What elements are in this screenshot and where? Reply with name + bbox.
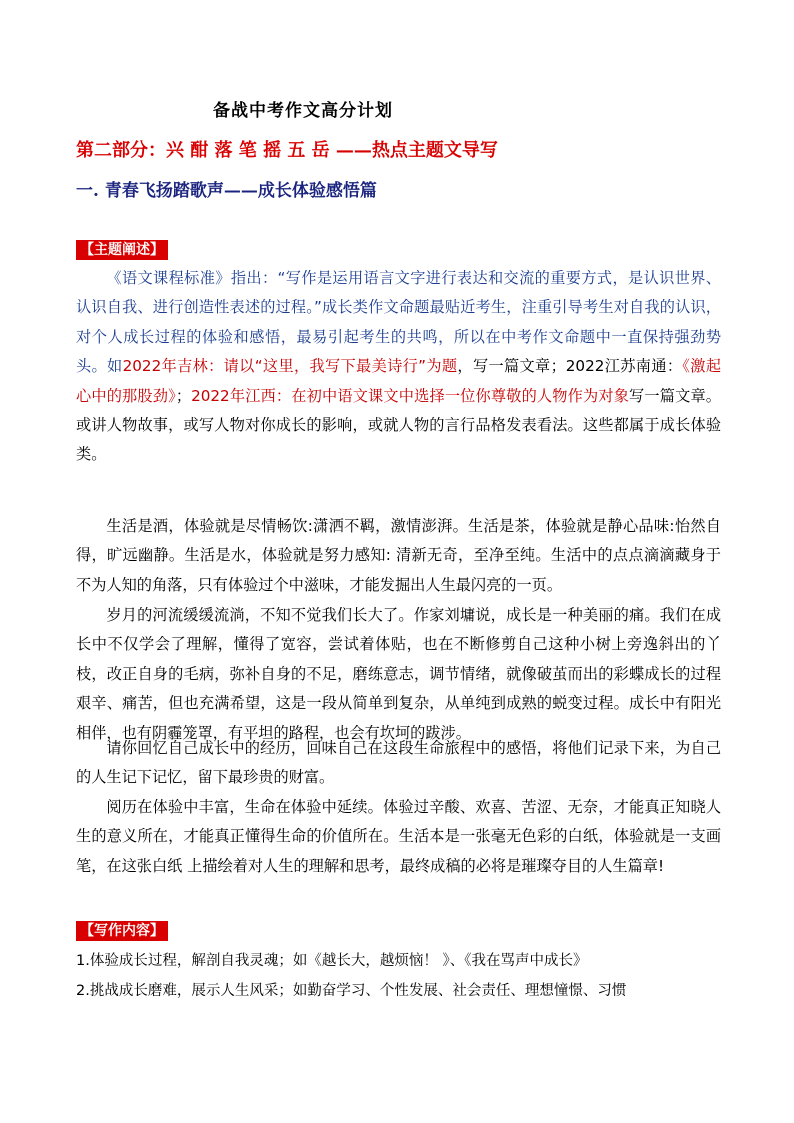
- para4-text: 请你回忆自己成长中的经历，回味自己在这段生命旅程中的感悟，将他们记录下来，为自己的人生记下记忆，留下最珍贵的财富。: [76, 739, 721, 787]
- content-tag: 【写作内容】: [76, 921, 168, 941]
- para1-example-nantong: 《激起心中的那股劲》: [76, 357, 722, 405]
- para5-text: 阅历在体验中丰富，生命在体验中延续。体验过辛酸、欢喜、苦涩、无奈，才能真正知晓人生的意义所在，才能真正懂得生命的价值所在。生活本是一张毫无色彩的白纸，体验就是一支画笔，在这张白纸 上描绘着对人生的理解和思考，最终成稿的必将是璀璨夺目的人生篇章!: [76, 798, 721, 875]
- para1-quote: 《语文课程标准》指出：“写作是运用语言文字进行表达和交流的重要方式，是认识世界、认识自我、进行创造性表述的过程。”成长类作文命题最贴近考生，注重引导考生对自我的认识，对个人成长过程的体验和感悟，最易引起考生的共鸣，所以在中考作文命题中一直保持强劲势头。如: [76, 269, 721, 376]
- theme-tag: 【主题阐述】: [76, 240, 168, 260]
- writing-content-list: [76, 946, 726, 1006]
- paragraph-theme: [76, 264, 721, 470]
- para2-text: 生活是酒，体验就是尽情畅饮:潇洒不羁，激情澎湃。生活是茶，体验就是静心品味:怡然自得，旷远幽静。生活是水，体验就是努力感知: 清新无奇，至净至纯。生活中的点点滴滴藏身于不为人知的角落，只有体验过个中滋味，才能发掘出人生最闪亮的一页。: [76, 517, 721, 594]
- list-item: 2.挑战成长磨难，展示人生风采；如勤奋学习、个性发展、社会责任、理想憧憬、习惯: [76, 983, 627, 999]
- document-title: 备战中考作文高分计划: [213, 101, 393, 121]
- paragraph-life: [76, 512, 721, 600]
- section-title: 一. 青春飞扬踏歌声——成长体验感悟篇: [76, 181, 377, 201]
- para3-text: 岁月的河流缓缓流淌，不知不觉我们长大了。作家刘墉说，成长是一种美丽的痛。我们在成长中不仅学会了理解，懂得了宽容，尝试着体贴，也在不断修剪自己这种小树上旁逸斜出的丫枝，改正自身的毛病，弥补自身的不足，磨练意志，调节情绪，就像破茧而出的彩蝶成长的过程艰辛、痛苦，但也充满希望，这是一段从简单到复杂，从单纯到成熟的蜕变过程。成长中有阳光相伴，也有阴霾笼罩，有平坦的路程，也会有坎坷的跋涉。: [76, 606, 721, 742]
- paragraph-experience: [76, 793, 721, 881]
- part-subtitle: 第二部分：兴 酣 落 笔 摇 五 岳 ——热点主题文导写: [76, 140, 498, 161]
- paragraph-years: [76, 601, 721, 748]
- paragraph-recall: [76, 734, 721, 793]
- list-item: 1.体验成长过程，解剖自我灵魂；如《越长大，越烦恼！ 》、《我在骂声中成长》: [76, 953, 588, 969]
- para1-text: ，写一篇文章；2022江苏南通：: [457, 357, 683, 376]
- para1-example-jiangxi: 2022年江西：在初中语文课文中选择一位你尊敬的人物作为对象: [191, 386, 630, 405]
- para1-tail: 写一篇文章。或讲人物故事，或写人物对你成长的影响，或就人物的言行品格发表看法。这些都属于成长体验类。: [76, 386, 721, 464]
- para1-sep: ；: [175, 386, 192, 405]
- para1-example-jilin: 2022年吉林：请以“这里，我写下最美诗行”为题: [122, 357, 458, 376]
